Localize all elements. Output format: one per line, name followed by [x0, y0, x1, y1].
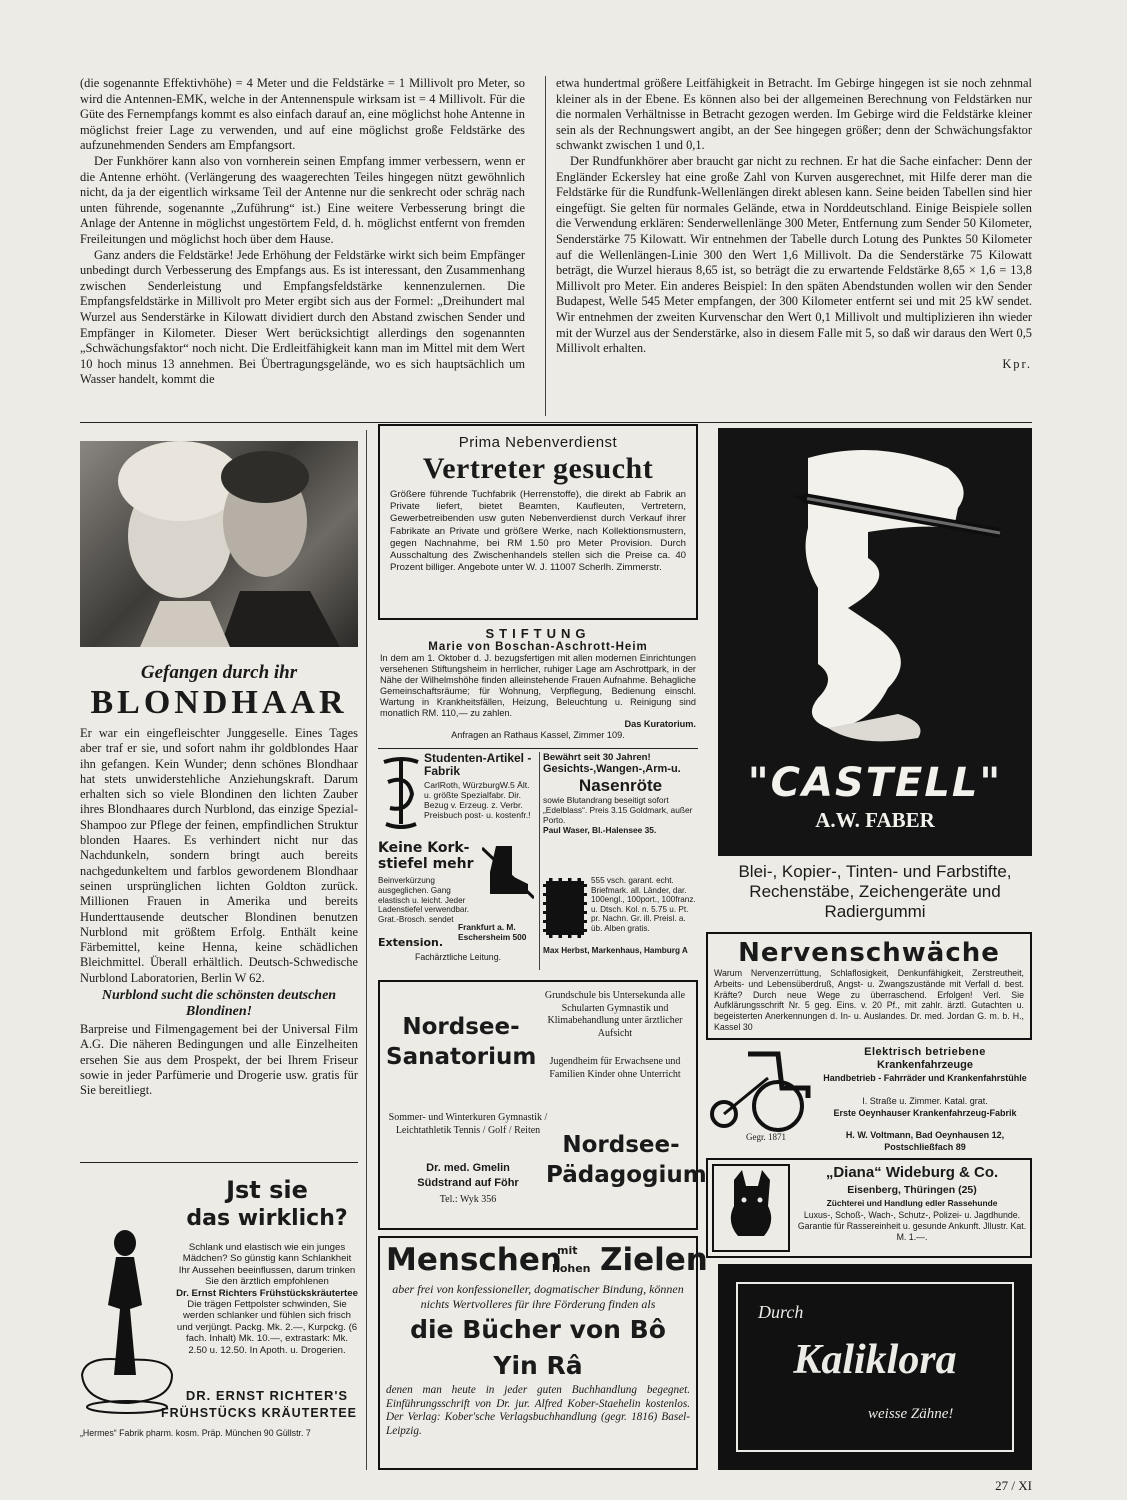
nerven-title: Nervenschwäche: [738, 938, 1000, 968]
krankenfahrzeug-po: Postschließfach 89: [884, 1142, 966, 1152]
kaliklora-kicker: Durch: [758, 1302, 804, 1322]
richter-product: Dr. Ernst Richters Frühstückskräutertee: [176, 1287, 358, 1299]
krankenfahrzeug-body: I. Straße u. Zimmer. Katal. grat.: [862, 1096, 988, 1106]
kaliklora-brand: Kaliklora: [793, 1337, 957, 1383]
castell-maker: A.W. FABER: [815, 808, 935, 832]
korkstiefel-footer: Fachärztliche Leitung.: [414, 952, 502, 962]
menschen-books: die Bücher von Bô Yin Râ: [410, 1315, 666, 1380]
paedagogium-title: [546, 1130, 707, 1190]
menschen-headline: [386, 1242, 708, 1282]
article-paragraph: (die sogenannte Effektivhöhe) = 4 Meter und die Feldstärke = 1 Millivolt pro Meter, so wird die Antennen-EMK, welche in der Antennenspule wirksam ist = 4 Millivolt. Für die Güte des Fernempfangs kommt es also einfach darauf an, eine möglichst hohe Antenne in möglichst freier Lage zu verwenden, und auf eine möglichst große Feldstärke des aufzunehmenden Senders am Empfangsort.: [80, 76, 525, 153]
studenten-body: CarlRoth, WürzburgW.5 Ält. u. größte Spezialfabr. Dir. Bezug v. Erzeug. z. Verbr. Preisbuch post- u. kostenfr.!: [424, 780, 531, 820]
menschen-ad: [378, 1236, 708, 1470]
nordsee-ad: [378, 980, 707, 1230]
stiftung-body: In dem am 1. Oktober d. J. bezugsfertigen mit allen modernen Einrichtungen versehenen Stiftungsheim in herrlicher, ruhiger Lage am Aschrottpark, in der Nähe der Wilhelmshöhe finden alleinstehende Frauen Aufnahme. Behagliche Gemeinschaftsräume; für Wohnung, Verpflegung, Bedienung einschl. Wartung in Krankheitsfällen, Heizung, Beleuchtung u. Reinigung sind monatlich RM. 110,— zu zahlen.: [380, 653, 696, 718]
krankenfahrzeug-firm: Erste Oeynhauser Krankenfahrzeug-Fabrik: [833, 1108, 1017, 1118]
diana-place: Eisenberg, Thüringen (25): [847, 1184, 977, 1196]
diana-body: Luxus-, Schoß-, Wach-, Schutz-, Polizei- u. Jagdhunde. Garantie für Rassereinheit u. gesunde Ankunft. Jllustr. Kat. M. 1.—.: [797, 1210, 1027, 1242]
vertreter-title: Vertreter gesucht: [422, 452, 654, 485]
nasenroete-address: Paul Waser, Bl.-Halensee 35.: [543, 825, 657, 835]
castell-paper-pencil-illustration: [718, 428, 1032, 758]
stiftung-title: STIFTUNG: [485, 626, 591, 641]
dog-portrait: [712, 1164, 790, 1252]
article-signature: Kpr.: [1002, 356, 1032, 371]
richter-brand-2: FRÜHSTÜCKS KRÄUTERTEE: [161, 1406, 357, 1420]
krankenfahrzeug-ad: [706, 1046, 1032, 1154]
paedagogium-title-1: Nordsee-: [562, 1132, 680, 1158]
castell-ad: [718, 428, 1032, 856]
sanatorium-title: [386, 1012, 536, 1072]
paedagogium-title-2: Pädagogium: [546, 1162, 707, 1188]
krankenfahrzeug-title-1: Elektrisch betriebene: [864, 1046, 986, 1058]
article-left-column: [80, 76, 525, 416]
castell-caption: Blei-, Kopier-, Tinten- und Farbstifte, Rechenstäbe, Zeichengeräte und Radiergummi: [738, 862, 1012, 921]
nordsee-place: Südstrand auf Föhr: [417, 1177, 519, 1189]
richter-body: [176, 1242, 358, 1356]
stamp-icon: [543, 878, 587, 938]
blondhaar-text-2: Barpreise und Filmengagement bei der Universal Film A.G. Die näheren Bedingungen und alle Einzelheiten ersehen Sie aus dem Prospekt, der bei Ihrem Friseur sowie in jeder Parfümerie und Drogerie usw. gratis für Sie bereitliegt.: [80, 1022, 358, 1098]
menschen-word-1: Menschen: [386, 1242, 562, 1278]
blondhaar-body: [80, 726, 358, 1099]
article-paragraph: etwa hundertmal größere Leitfähigkeit in Betracht. Im Gebirge hingegen ist sie noch zehnmal kleiner als in der Ebene. Es können also bei der allgemeinen Berechnung von Feldstärken nur die normalen Verhältnisse in Betracht gezogen werden. Im Gebirge wird die Feldstärke kleiner sein als der Rechnungswert angibt, an der See hingegen größer; denn der Schwächungsfaktor schwankt zwischen 1 und 0,1.: [556, 76, 1032, 153]
nasenroete-body: sowie Blutandrang beseitigt sofort „Edelblass“. Preis 3.15 Goldmark, außer Porto.: [543, 795, 693, 825]
kaliklora-ad: [718, 1264, 1032, 1470]
nasenroete-kicker: Bewährt seit 30 Jahren!: [543, 752, 651, 763]
krankenfahrzeug-founded: Gegr. 1871: [746, 1132, 786, 1142]
article-bottom-rule: [80, 422, 1032, 423]
menschen-word-2: Zielen: [600, 1242, 708, 1278]
blondhaar-slogan: Nurblond sucht die schönsten deutschen Blondinen!: [101, 988, 337, 1020]
sanatorium-title-1: Nordsee-: [402, 1014, 520, 1040]
richter-text: Schlank und elastisch wie ein junges Mädchen? So günstig kann Schlankheit Ihr Aussehen beeinflussen, darum trinken Sie den ärztlich empfohlenen: [178, 1242, 356, 1288]
ad-divider: [539, 752, 540, 970]
ad-divider-horizontal: [378, 748, 698, 749]
richter-title-2: das wirklich?: [186, 1206, 348, 1231]
kaliklora-slogan: weisse Zähne!: [868, 1406, 954, 1422]
vertreter-ad: [378, 424, 698, 620]
nordsee-youth: Jugendheim für Erwachsene und Familien Kinder ohne Unterricht: [549, 1056, 681, 1080]
korkstiefel-title-2: stiefel mehr: [378, 856, 474, 872]
stiftung-subtitle: Marie von Boschan-Aschrott-Heim: [428, 641, 648, 653]
dog-icon: [714, 1166, 788, 1250]
briefmarken-ad: [543, 876, 698, 968]
korkstiefel-address: Frankfurt a. M. Eschersheim 500: [458, 922, 527, 942]
diana-title: „Diana“ Wideburg & Co.: [825, 1164, 999, 1181]
richter-text-2: Die trägen Fettpolster schwinden, Sie werden schlanker und fühlen sich frisch und verjüngt. Packg. Mk. 2.—, Kurpckg. (6 fach. Inhalt) Mk. 10.—, extrastark: Mk. 2.50 u. 12.50. In Apoth. u. Drogerien.: [176, 1299, 358, 1356]
nordsee-tel: Tel.: Wyk 356: [439, 1194, 497, 1205]
couple-illustration: [80, 441, 358, 647]
boot-icon: [482, 842, 534, 900]
krankenfahrzeug-title-2: Krankenfahrzeuge: [877, 1059, 973, 1071]
page-number: 27 / XI: [995, 1478, 1032, 1493]
richter-brand-1: DR. ERNST RICHTER'S: [185, 1388, 349, 1403]
blondhaar-ad: [80, 662, 358, 722]
korkstiefel-body: Beinverkürzung ausgeglichen. Gang elastisch u. leicht. Jeder Ladenstiefel verwendbar. Grat.-Brosch. sendet: [378, 876, 470, 925]
blondhaar-kicker: Gefangen durch ihr: [140, 662, 298, 683]
richter-footer: „Hermes“ Fabrik pharm. kosm. Präp. München 90 Güllstr. 7: [80, 1428, 311, 1438]
nerven-body: Warum Nervenzerrüttung, Schlaflosigkeit, Denkunfähigkeit, Zerstreutheit, Arbeits- und Lebensüberdruß, Angst- u. Zwangszustände mit Verfall d. best. Kräfte? Durch neue Wege zu überraschend. Erfolgen! Verl. Sie Aufklärungsschrift Nr. 5 geg. Eins. v. 20 Pf., mit zahlr. ärztl. Gutachten u. begeisterten Anerkennungen d. In- u. Auslandes. Dr. med. Jordan G. m. b. H., Kassel 30: [714, 968, 1024, 1032]
menschen-word-mit: mit: [557, 1244, 578, 1257]
couple-photo: [80, 441, 358, 647]
nasenroete-title-1: Gesichts-,Wangen-,Arm-u.: [543, 763, 681, 775]
studenten-title: Studenten-Artikel - Fabrik: [424, 751, 532, 778]
korkstiefel-ad: [378, 840, 538, 968]
column-divider: [545, 76, 546, 416]
vertreter-kicker: Prima Nebenverdienst: [458, 434, 618, 451]
vertreter-body: Größere führende Tuchfabrik (Herrenstoffe), die direkt ab Fabrik an Private liefert, bietet Beamten, Kaufleuten, Vertretern, Gewerbetreibenden usw guten Nebenverdienst durch Verkauf ihrer Fabrikate an Private und größere Werke, nach Kollektionsmustern, gegen Nachnahme, bei RM 1.50 pro Meter Provision. Durch Ausschaltung des Zwischenhandels stellen sich die Preise ca. 40 Prozent billiger. Angebote unter W. J. 11007 Scherlh. Zimmerstr.: [390, 489, 686, 574]
sanatorium-title-2: Sanatorium: [386, 1044, 537, 1070]
stiftung-contact: Anfragen an Rathaus Kassel, Zimmer 109.: [451, 730, 625, 740]
ad-divider-horizontal: [80, 1162, 358, 1163]
wheelchair-icon: [708, 1048, 818, 1134]
briefmarken-footer: Max Herbst, Markenhaus, Hamburg A: [543, 946, 688, 955]
studenten-ad: [378, 752, 538, 836]
diana-ad: [706, 1158, 1032, 1258]
article-paragraph: Der Funkhörer kann also von vornherein seinen Empfang immer verbessern, wenn er die Antenne erhöht. (Verlängerung des waagerechten Teiles hingegen nützt gewöhnlich nicht, da ja der eigentlich wirksame Teil der Antenne nur die senkrecht oder schräg nach unten führende, sogenannte „Zuführung“ ist.) Eine weitere Verbesserung bringt die Anlage der Antenne in möglichst ungestörtem Feld, d. h. möglichst entfernt von fremden Freileitungen und möglichst hoch über dem Hause.: [80, 153, 525, 246]
article-right-column: [556, 76, 1032, 416]
krankenfahrzeug-address: H. W. Voltmann, Bad Oeynhausen 12,: [845, 1130, 1005, 1140]
stiftung-sign: Das Kuratorium.: [624, 719, 696, 729]
briefmarken-body: 555 vsch. garant. echt. Briefmark. all. Länder, dar. 100engl., 100port., 100franz. u. Dtsch. Kol. n. 5.75 u. Pt. pr. Nachn. Gr. ill. Preisl. a. üb. Alben gratis.: [591, 876, 696, 933]
nordsee-school: Grundschule bis Untersekunda alle Schularten Gymnastik und Klimabehandlung unter ärztlicher Aufsicht: [544, 990, 686, 1039]
menschen-word-hohen: hohen: [552, 1262, 591, 1275]
diana-sub: Züchterei und Handlung edler Rassehunde: [826, 1198, 998, 1208]
monogram-icon: [378, 754, 424, 832]
article-paragraph: Der Rundfunkhörer aber braucht gar nicht zu rechnen. Er hat die Sache einfacher: Denn der Engländer Eckersley hat eine große Zahl von Kurven ausgerechnet, mit Hilfe derer man die Feldstärke für die Rundfunk-Wellenlängen direkt ablesen kann. Seine beiden Tabellen sind hier eingefügt. Sie gelten für normales Gelände, etwa in Norddeutschland. Einige Beispiele sollen die Verwendung erklären: Senderwellenlänge 300 Meter, Entfernung zum Sender 50 Kilometer, Senderstärke 75 Kilowatt. Wir entnehmen der Tabelle durch Lotung des Punktes 50 Kilometer auf die Wellenlängen-Linie 300 den Wert 1,6 Millivolt. Da die Senderstärke 75 Kilowatt beträgt, die Wurzel hieraus 8,65 ist, so beträgt die zu erwartende Feldstärke 8,65 × 1,6 = 13,8 Millivolt pro Meter. Ein anderes Beispiel: In den späten Abendstunden wollen wir den Sender Budapest, Welle 545 Meter empfangen, der 300 Kilometer entfernt sei und mit 25 kW sendet. Wir entnehmen der zweiten Kurvenschar den Wert 0,1 Millivolt und multiplizieren ihn wieder mit der Wurzel aus der Senderstärke, also in diesem Falle mit 5, so daß wir daraus den Wert 0,5 Millivolt erhalten.: [556, 153, 1032, 356]
nasenroete-title-2: Nasenröte: [578, 776, 663, 795]
ad-divider: [366, 430, 367, 1470]
menschen-line-1: aber frei von konfessioneller, dogmatischer Bindung, können nichts Wertvolleres für ihre Förderung finden als: [392, 1282, 684, 1311]
richter-ad: [80, 1170, 358, 1470]
richter-title-1: Jst sie: [226, 1176, 308, 1204]
menschen-body: denen man heute in jeder guten Buchhandlung begegnet. Einführungsschrift von Dr. jur. Alfred Kober-Staehelin kostenlos. Der Verlag: Kober'sche Verlagsbuchhandlung (gegr. 1816) Basel-Leipzig.: [386, 1384, 690, 1437]
korkstiefel-title-1: Keine Kork-: [378, 840, 470, 856]
nordsee-doctor: Dr. med. Gmelin: [426, 1162, 510, 1174]
blondhaar-title: BLONDHAAR: [90, 684, 348, 721]
nordsee-kuren: Sommer- und Winterkuren Gymnastik / Leichtathletik Tennis / Golf / Reiten: [388, 1112, 548, 1136]
stiftung-ad: [378, 626, 698, 744]
blondhaar-text: Er war ein eingefleischter Junggeselle. Eines Tages aber traf er sie, und sofort nahm ihr goldblondes Haar ihn gefangen. Kein Wunder; denn schönes Blondhaar hat stets unwiderstehliche Anziehungskraft. Darum erhalten sich so viele Blondinen den lichten Zauber ihres Blondhaares durch Nurblond, das einzige Spezial-Shampoo zur Pflege der feinen, empfindlichen Struktur blonden Haares. Es verhindert nicht nur das Nachdunkeln, sondern bringt auch bereits nachgedunkeltem und farblos gewordenem Blondhaar seinen ursprünglichen lichten Goldton zurück. Millionen Frauen in Amerika und bereits Hunderttausende deutscher Blondinen benutzen Nurblond mit größtem Erfolg. Enthält keine Färbemittel, keine Henna, keine schädlichen Bleichmittel. Überall erhältlich. Deutsch-Schwedische Nurblond Laboratorien, Berlin W 62.: [80, 726, 358, 985]
nasenroete-ad: [543, 752, 698, 836]
article-paragraph: Ganz anders die Feldstärke! Jede Erhöhung der Feldstärke wirkt sich beim Empfänger unbedingt durch Verbesserung des Empfangs aus. Es ist interessant, den Zusammenhang zwischen Senderleistung und Empfangsfeldstärke kennenzulernen. Die Empfangsfeldstärke in Millivolt pro Meter ergibt sich aus der Formel: „Dreihundert mal Wurzel aus Senderstärke in Kilowatt dividiert durch den Abstand zwischen Sender und Empfänger in Kilometer. Dieser Wert berücksichtigt allerdings den sogenannten „Schwächungsfaktor“ noch nicht. Die Erdleitfähigkeit kann man im Mittel mit dem Wert 10 hoch minus 13 annehmen. Bei Übertragungsgelände, wo es sich hauptsächlich um Wasser handelt, kommt die: [80, 247, 525, 387]
castell-brand: "CASTELL": [747, 760, 1003, 806]
krankenfahrzeug-title-3: Handbetrieb - Fahrräder und Krankenfahrstühle: [823, 1073, 1027, 1083]
woman-figure-illustration: [80, 1225, 175, 1425]
korkstiefel-brand: Extension.: [378, 936, 444, 949]
nerven-ad: [706, 932, 1032, 1040]
